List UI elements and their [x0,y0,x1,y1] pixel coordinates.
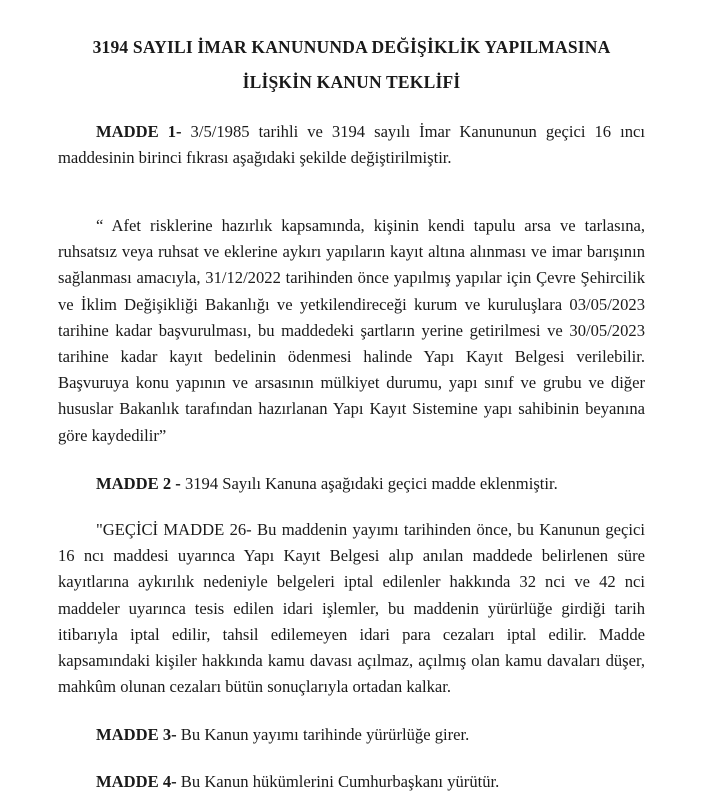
paragraph-madde-1 [58,119,645,171]
paragraph-label-madde-3: MADDE 3- [96,725,177,745]
paragraph-text-madde-2: 3194 Sayılı Kanuna aşağıdaki geçici madde eklenmiştir. [180,473,558,493]
paragraph-label-madde-1: MADDE 1- [96,121,182,141]
title-line-2: İLİŞKİN KANUN TEKLİFİ [242,72,461,93]
paragraph-text-madde-3: Bu Kanun yayımı tarihinde yürürlüğe girer. [176,725,470,745]
title-line-1: 3194 SAYILI İMAR KANUNUNDA DEĞİŞİKLİK YAPILMASINA [92,37,611,57]
paragraph-label-madde-2: MADDE 2 - [96,473,181,493]
paragraph-madde-3 [58,722,645,748]
paragraph-gecici-madde-26 [58,517,645,700]
paragraph-text-quote-1: “ Afet risklerine hazırlık kapsamında, kişinin kendi tapulu arsa ve tarlasına, ruhsatsız veya ruhsat ve eklerine aykırı yapıların kayıt altına alınması ve imar barışının sağlanması amacıyla, 31/12/2022 tarihinden önce yapılmış yapılar için Çevre Şehircilik ve İklim Değişikliği Bakanlığı ve yetkilendireceği kurum ve kuruluşlara 03/05/2023 tarihine kadar başvurulması, bu maddedeki şartların yerine getirilmesi ve 30/05/2023 tarihine kadar kayıt bedelinin ödenmesi halinde Yapı Kayıt Belgesi verilebilir. Başvuruya konu yapının ve arsasının mülkiyet durumu, yapı sınıf ve grubu ve diğer hususlar Bakanlık tarafından hazırlanan Yapı Kayıt Sistemine yapı sahibinin beyanına göre kaydedilir” [58,215,645,445]
paragraph-text-madde-4: Bu Kanun hükümlerini Cumhurbaşkanı yürütür. [176,771,500,791]
paragraph-text-gecici-madde-26: "GEÇİCİ MADDE 26- Bu maddenin yayımı tarihinden önce, bu Kanunun geçici 16 ncı maddesi uyarınca Yapı Kayıt Belgesi alıp anılan maddede belirlenen süre kayıtlarına aykırılık nedeniyle belgeleri iptal edilenler hakkında 32 nci ve 42 nci maddeler uyarınca tesis edilen idari işlemler, bu maddenin yürürlüğe girdiği tarih itibarıyla iptal edilir, tahsil edilemeyen idari para cezaları iptal edilir. Madde kapsamındaki kişiler hakkında kamu davası açılmaz, açılmış olan kamu davaları düşer, mahkûm olunan cezaları bütün sonuçlarıyla ortadan kalkar. [58,519,645,697]
paragraph-quote-1 [58,213,645,449]
paragraph-text-madde-1: 3/5/1985 tarihli ve 3194 sayılı İmar Kanununun geçici 16 ıncı maddesinin birinci fıkrası aşağıdaki şekilde değiştirilmiştir. [58,121,645,167]
document-title [58,38,645,93]
paragraph-madde-2 [58,471,645,497]
paragraph-label-madde-4: MADDE 4- [96,771,177,791]
paragraph-madde-4 [58,769,645,795]
